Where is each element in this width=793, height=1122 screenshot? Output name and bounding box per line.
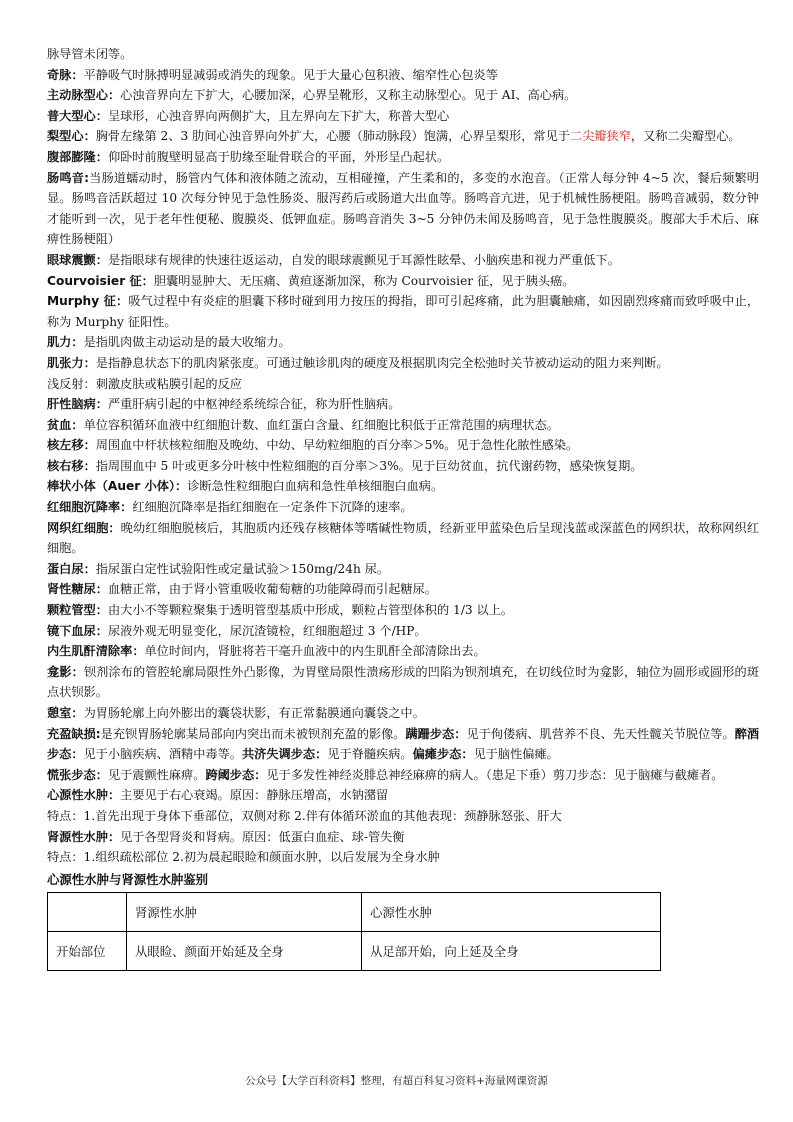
entry-term: 偏瘫步态 bbox=[412, 747, 462, 762]
entry-term: 内生肌酐清除率 bbox=[47, 644, 133, 659]
entry-text: 见于震颤性麻痹。 bbox=[107, 767, 206, 782]
definition-entry bbox=[47, 785, 759, 806]
document-body bbox=[47, 44, 759, 971]
definition-entry bbox=[47, 415, 759, 436]
entry-term: 主动脉型心 bbox=[47, 88, 108, 103]
entry-separator: ： bbox=[107, 788, 121, 803]
entry-term: 贫血 bbox=[47, 417, 72, 432]
entry-separator: ： bbox=[83, 438, 96, 453]
entry-text: 尿液外观无明显变化，尿沉渣镜检，红细胞超过 3 个/HP。 bbox=[107, 623, 427, 638]
entry-term: 肌力 bbox=[47, 335, 72, 350]
definition-entry bbox=[47, 621, 759, 642]
entry-term: 红细胞沉降率 bbox=[47, 500, 121, 515]
table-cell: 开始部位 bbox=[48, 931, 127, 970]
entry-separator: : bbox=[95, 726, 101, 741]
definition-entry bbox=[47, 394, 759, 415]
entry-separator: ： bbox=[115, 294, 129, 309]
entry-text: 血糖正常，由于肾小管重吸收葡萄糖的功能障碍而引起糖尿。 bbox=[107, 582, 437, 597]
definition-entry bbox=[47, 847, 759, 868]
table-cell: 从足部开始，向上延及全身 bbox=[362, 931, 661, 970]
entry-separator: ： bbox=[95, 108, 108, 123]
entry-term: Murphy 征 bbox=[47, 294, 116, 309]
entry-text: 见于佝偻病、肌营养不良、先天性髋关节脱位等。 bbox=[466, 726, 735, 741]
entry-term: Courvoisier 征 bbox=[47, 273, 142, 288]
definition-entry bbox=[47, 147, 759, 168]
definition-entry bbox=[47, 806, 759, 827]
definition-entry bbox=[47, 600, 759, 621]
entry-text: 特点：1.组织疏松部位 2.初为晨起眼睑和颜面水肿，以后发展为全身水肿 bbox=[47, 850, 440, 865]
definition-entry bbox=[47, 168, 759, 250]
entry-separator: : bbox=[84, 170, 89, 185]
entry-separator: ： bbox=[71, 664, 84, 679]
entry-text: 浅反射：刺激皮肤或粘膜引起的反应 bbox=[47, 376, 242, 391]
entry-term: 心源性水肿 bbox=[47, 788, 108, 803]
definition-entry bbox=[47, 765, 759, 786]
entry-text: 为胃肠轮廓上向外膨出的囊袋状影，有正常黏膜通向囊袋之中。 bbox=[83, 706, 425, 720]
entry-text: 单位容积循环血液中红细胞计数、血红蛋白含量、红细胞比积低于正常范围的病理状态。 bbox=[83, 417, 559, 432]
definition-entry bbox=[47, 291, 759, 332]
entry-term: 镜下血尿 bbox=[47, 623, 96, 638]
definition-entry bbox=[47, 85, 759, 106]
entry-term: 眼球震颤 bbox=[47, 252, 96, 267]
entry-separator: ： bbox=[95, 252, 108, 267]
entry-term: 共济失调步态 bbox=[242, 747, 316, 762]
entry-separator: ： bbox=[120, 500, 133, 515]
entry-text: 是充钡胃肠轮廓某局部向内突出而未被钡剂充盈的影像。 bbox=[100, 726, 406, 741]
entry-term: 棒状小体（Auer 小体） bbox=[47, 479, 176, 494]
entry-term: 慌张步态 bbox=[47, 767, 96, 782]
entry-text: 主要见于右心衰竭。原因：静脉压增高，水钠潴留 bbox=[120, 788, 389, 803]
definition-entry bbox=[47, 827, 759, 848]
definition-entry bbox=[47, 641, 759, 662]
definition-entry bbox=[47, 724, 759, 765]
definition-entry bbox=[47, 65, 759, 86]
entry-separator: ： bbox=[83, 129, 96, 144]
entry-separator: ： bbox=[461, 747, 474, 762]
entry-separator: ： bbox=[95, 582, 108, 597]
definition-entry bbox=[47, 559, 759, 580]
entry-separator: ： bbox=[107, 829, 121, 844]
entry-term: 龛影 bbox=[47, 664, 72, 679]
entry-text: 是指眼球有规律的快速往返运动，自发的眼球震颤见于耳源性眩晕、小脑疾患和视力严重低下。 bbox=[107, 252, 620, 267]
entry-text: 是指静息状态下的肌肉紧张度。可通过触诊肌肉的硬度及根据肌肉完全松弛时关节被动运动的阻力来判断。 bbox=[95, 355, 669, 370]
entry-text: 指周围血中 5 叶或更多分叶核中性粒细胞的百分率＞3%。见于巨幼贫血，抗代谢药物，感染恢复期。 bbox=[95, 458, 643, 473]
entry-term: 憩室 bbox=[47, 706, 72, 720]
entry-separator: ： bbox=[71, 417, 84, 432]
entry-separator: ： bbox=[132, 644, 145, 659]
entry-highlight: 二尖瓣狭窄 bbox=[569, 129, 631, 144]
entry-text: 仰卧时前腹壁明显高于肋缘至耻骨联合的平面，外形呈凸起状。 bbox=[107, 149, 450, 164]
entry-separator: ： bbox=[95, 397, 108, 412]
entry-term: 梨型心 bbox=[47, 129, 84, 144]
entry-term: 醉酒步态 bbox=[47, 726, 760, 762]
definition-entry bbox=[47, 271, 759, 292]
entry-text: 呈球形，心浊音界向两侧扩大，且左界向左下扩大，称普大型心 bbox=[107, 108, 450, 123]
entry-term: 肾性糖尿 bbox=[47, 582, 96, 597]
entry-separator: ： bbox=[95, 149, 108, 164]
entry-separator: ： bbox=[108, 520, 121, 535]
definition-entry bbox=[47, 579, 759, 600]
entry-text: 钡剂涂布的管腔轮廓局限性外凸影像，为胃壁局限性溃疡形成的凹陷为钡剂填充，在切线位时为龛影，轴位为圆形或圆形的斑点状钡影。 bbox=[47, 664, 760, 700]
entry-separator: ： bbox=[71, 67, 84, 82]
entry-text: 严重肝病引起的中枢神经系统综合征，称为肝性脑病。 bbox=[107, 397, 401, 412]
entry-term: 肝性脑病 bbox=[47, 397, 96, 412]
entry-text: 见于小脑疾病、酒精中毒等。 bbox=[83, 747, 242, 762]
entry-text: ，又称二尖瓣型心。 bbox=[630, 129, 741, 144]
definition-entry bbox=[47, 44, 759, 65]
definition-entry bbox=[47, 497, 759, 518]
entry-term: 颗粒管型 bbox=[47, 603, 96, 618]
entry-term: 跨阈步态 bbox=[205, 767, 255, 782]
entry-separator: ： bbox=[454, 726, 467, 741]
table-title: 心源性水肿与肾源性水肿鉴别 bbox=[47, 871, 209, 887]
entry-text: 见于脊髓疾病。 bbox=[327, 747, 413, 762]
entry-separator: ： bbox=[141, 273, 154, 288]
entry-separator: ： bbox=[95, 767, 108, 782]
entry-term: 肠鸣音 bbox=[47, 170, 85, 185]
definition-entry bbox=[47, 106, 759, 127]
entry-term: 蹒跚步态 bbox=[405, 726, 455, 741]
entry-text: 晚幼红细胞脱核后，其胞质内还残存核糖体等嗜碱性物质，经新亚甲蓝染色后呈现浅蓝或深蓝色的网织状，故称网织红细胞。 bbox=[47, 520, 760, 556]
table-header-cell: 心源性水肿 bbox=[362, 892, 661, 931]
definition-entry bbox=[47, 456, 759, 477]
entry-term: 网织红细胞 bbox=[47, 520, 109, 535]
entry-text: 见于多发性神经炎腓总神经麻痹的病人。（患足下垂）剪刀步态：见于脑瘫与截瘫者。 bbox=[266, 767, 724, 782]
table-header-cell bbox=[48, 892, 127, 931]
entry-term: 普大型心 bbox=[47, 108, 96, 123]
entry-text: 当肠道蠕动时，肠管内气体和液体随之流动，互相碰撞，产生柔和的，多变的水泡音。（正常人每分钟 4~5 次，餐后频繁明显。肠鸣音活跃超过 10 次每分钟见于急性肠炎、服泻药后或肠道大出血等。肠鸣音亢进，见于机械性肠梗阻。肠鸣音减弱，数分钟才能听到一次，见于老年性便秘、腹膜炎、低钾血症。肠鸣音消失 3~5 分钟仍未闻及肠鸣音，见于急性腹膜炎。腹部大手术后、麻痹性肠梗阻） bbox=[47, 170, 759, 247]
entry-term: 肌张力 bbox=[47, 355, 84, 370]
entry-text: 见于脑性偏瘫。 bbox=[473, 747, 559, 762]
definition-entry bbox=[47, 126, 759, 147]
entry-separator: ： bbox=[175, 479, 188, 494]
entry-text: 胆囊明显肿大、无压痛、黄疸逐渐加深，称为 Courvoisier 征，见于胰头癌。 bbox=[153, 273, 575, 288]
entry-text: 特点：1.首先出现于身体下垂部位，双侧对称 2.伴有体循环淤血的其他表现：颈静脉怒张、肝大 bbox=[47, 808, 562, 823]
definition-entry bbox=[47, 703, 759, 724]
entry-term: 核左移 bbox=[47, 438, 84, 453]
entry-term: 腹部膨隆 bbox=[47, 149, 96, 164]
entry-text: 指尿蛋白定性试验阳性或定量试验＞150mg/24h 尿。 bbox=[95, 561, 390, 576]
entry-term: 肾源性水肿 bbox=[47, 829, 108, 844]
definition-entry bbox=[47, 374, 759, 395]
definition-entry bbox=[47, 518, 759, 559]
entry-text: 是指肌肉做主动运动是的最大收缩力。 bbox=[83, 335, 291, 350]
definition-entry bbox=[47, 332, 759, 353]
table-row bbox=[48, 931, 661, 970]
table-header-row bbox=[48, 892, 661, 931]
entry-text: 胸骨左缘第 2、3 肋间心浊音界向外扩大，心腰（肺动脉段）饱满，心界呈梨形，常见于 bbox=[95, 129, 570, 144]
entry-text: 诊断急性粒细胞白血病和急性单核细胞白血病。 bbox=[187, 479, 444, 494]
definition-entry bbox=[47, 662, 759, 703]
entry-text: 心浊音界向左下扩大，心腰加深，心界呈靴形，又称主动脉型心。见于 AI、高心病。 bbox=[120, 88, 577, 103]
entry-term: 充盈缺损 bbox=[47, 726, 96, 741]
entry-text: 见于各型肾炎和肾病。原因：低蛋白血症、球-管失衡 bbox=[120, 829, 405, 844]
entry-term: 蛋白尿 bbox=[47, 561, 84, 576]
entries-list bbox=[47, 44, 759, 868]
entry-separator: ： bbox=[95, 603, 108, 618]
entry-text: 单位时间内，肾脏将若干毫升血液中的内生肌酐全部清除出去。 bbox=[144, 644, 486, 659]
entry-text: 红细胞沉降率是指红细胞在一定条件下沉降的速率。 bbox=[132, 500, 413, 515]
entry-separator: ： bbox=[71, 747, 84, 762]
entry-text: 吸气过程中有炎症的胆囊下移时碰到用力按压的拇指，即可引起疼痛，此为胆囊触痛，如因剧烈疼痛而致呼吸中止，称为 Murphy 征阳性。 bbox=[47, 294, 760, 329]
entry-term: 核右移 bbox=[47, 458, 84, 473]
page-footer: 公众号【大学百科资料】整理，有超百科复习资料+海量网课资源 bbox=[245, 1075, 548, 1087]
comparison-table bbox=[47, 892, 661, 971]
entry-text: 平静吸气时脉搏明显减弱或消失的现象。见于大量心包积液、缩窄性心包炎等 bbox=[83, 67, 498, 82]
definition-entry bbox=[47, 250, 759, 271]
entry-text: 由大小不等颗粒聚集于透明管型基质中形成，颗粒占管型体积的 1/3 以上。 bbox=[107, 603, 514, 618]
entry-separator: ： bbox=[71, 335, 84, 350]
entry-separator: ： bbox=[254, 767, 267, 782]
table-header-cell: 肾源性水肿 bbox=[127, 892, 362, 931]
entry-separator: ： bbox=[315, 747, 328, 762]
entry-term: 奇脉 bbox=[47, 67, 72, 82]
entry-separator: ： bbox=[83, 561, 96, 576]
entry-separator: ： bbox=[107, 88, 121, 103]
definition-entry bbox=[47, 353, 759, 374]
entry-separator: ： bbox=[95, 623, 108, 638]
definition-entry bbox=[47, 476, 759, 497]
entry-separator: ： bbox=[83, 458, 96, 473]
entry-separator: ： bbox=[83, 355, 96, 370]
definition-entry bbox=[47, 435, 759, 456]
entry-text: 脉导管未闭等。 bbox=[47, 47, 133, 61]
entry-separator: ： bbox=[71, 706, 84, 720]
table-cell: 从眼睑、颜面开始延及全身 bbox=[127, 931, 362, 970]
entry-text: 周围血中杆状核粒细胞及晚幼、中幼、早幼粒细胞的百分率＞5%。见于急性化脓性感染。 bbox=[95, 438, 579, 453]
